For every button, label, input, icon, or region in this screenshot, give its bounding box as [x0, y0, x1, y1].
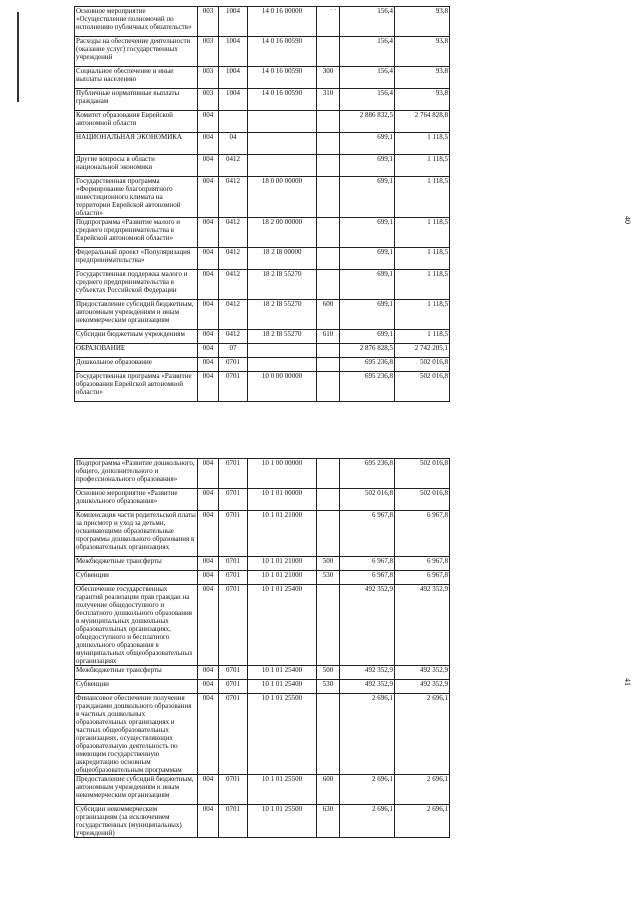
cell-v1: 699,1: [340, 133, 395, 155]
table-row: [75, 300, 450, 330]
budget-table-right: [74, 458, 450, 838]
cell-v2: 1 118,5: [395, 218, 450, 248]
cell-c: 18 2 00 00000: [248, 218, 317, 248]
cell-v1: 695 236,8: [340, 358, 395, 372]
cell-d: [317, 459, 340, 489]
cell-c: 14 0 16 00000: [248, 7, 317, 37]
cell-a: 004: [198, 133, 219, 155]
cell-v1: 492 352,9: [340, 666, 395, 680]
cell-name: Подпрограмма «Развитие малого и среднего предпринимательства в Еврейской автономной области»: [75, 218, 198, 248]
cell-v2: 6 967,8: [395, 571, 450, 585]
cell-v1: 2 876 828,5: [340, 344, 395, 358]
cell-name: Дошкольное образование: [75, 358, 198, 372]
page-number-right: 41: [623, 678, 632, 686]
cell-d: 530: [317, 680, 340, 694]
cell-v1: 492 352,9: [340, 680, 395, 694]
cell-a: 004: [198, 344, 219, 358]
cell-a: 004: [198, 585, 219, 666]
cell-v2: 93,8: [395, 89, 450, 111]
cell-c: [248, 358, 317, 372]
cell-b: 0701: [219, 585, 248, 666]
cell-name: Предоставление субсидий бюджетным, автономным учреждениям и иным некоммерческим организациям: [75, 775, 198, 805]
cell-a: 003: [198, 37, 219, 67]
cell-v2: 492 352,9: [395, 585, 450, 666]
cell-b: 0701: [219, 511, 248, 557]
cell-v2: 6 967,8: [395, 557, 450, 571]
cell-v1: 699,1: [340, 155, 395, 177]
cell-d: [317, 511, 340, 557]
cell-b: 0701: [219, 805, 248, 838]
cell-c: 10 1 01 21000: [248, 557, 317, 571]
table-row: [75, 805, 450, 838]
cell-c: 10 1 01 21000: [248, 571, 317, 585]
cell-b: 0412: [219, 270, 248, 300]
cell-c: [248, 111, 317, 133]
cell-v1: 6 967,8: [340, 571, 395, 585]
cell-b: 0701: [219, 459, 248, 489]
cell-a: 004: [198, 218, 219, 248]
cell-name: Субвенции: [75, 571, 198, 585]
cell-v1: 6 967,8: [340, 557, 395, 571]
table-row: [75, 270, 450, 300]
cell-d: [317, 372, 340, 402]
cell-c: 14 0 16 00590: [248, 89, 317, 111]
cell-c: 10 1 01 25500: [248, 775, 317, 805]
table-row: [75, 133, 450, 155]
cell-name: Субвенции: [75, 680, 198, 694]
cell-a: 003: [198, 67, 219, 89]
cell-b: 0701: [219, 571, 248, 585]
cell-c: 10 1 01 25400: [248, 666, 317, 680]
cell-v1: 2 886 832,5: [340, 111, 395, 133]
cell-c: 10 1 01 25400: [248, 680, 317, 694]
cell-d: [317, 218, 340, 248]
cell-v1: 156,4: [340, 89, 395, 111]
table-row: [75, 111, 450, 133]
cell-v2: 492 352,9: [395, 680, 450, 694]
cell-b: 1004: [219, 67, 248, 89]
cell-name: Государственная поддержка малого и среднего предпринимательства в субъектах Российской Федерации: [75, 270, 198, 300]
cell-a: 004: [198, 358, 219, 372]
cell-v2: 502 016,8: [395, 372, 450, 402]
cell-v2: 492 352,9: [395, 666, 450, 680]
cell-name: Федеральный проект «Популяризация предпринимательства»: [75, 248, 198, 270]
cell-v2: 502 016,8: [395, 358, 450, 372]
cell-b: 0701: [219, 775, 248, 805]
table-row: [75, 585, 450, 666]
cell-v1: 695 236,8: [340, 372, 395, 402]
cell-d: 630: [317, 805, 340, 838]
table-row: [75, 89, 450, 111]
cell-v1: 699,1: [340, 218, 395, 248]
cell-b: 0412: [219, 177, 248, 218]
cell-a: 004: [198, 511, 219, 557]
cell-v2: 2 696,1: [395, 694, 450, 775]
cell-name: Субсидии бюджетным учреждениям: [75, 330, 198, 344]
cell-v2: 2 696,1: [395, 775, 450, 805]
cell-a: 004: [198, 111, 219, 133]
cell-v1: 699,1: [340, 330, 395, 344]
cell-c: 10 1 01 00000: [248, 489, 317, 511]
cell-name: Предоставление субсидий бюджетным, автономным учреждениям и иным некоммерческим организациям: [75, 300, 198, 330]
cell-name: Межбюджетные трансферты: [75, 557, 198, 571]
cell-v2: 1 118,5: [395, 133, 450, 155]
cell-v1: 156,4: [340, 67, 395, 89]
cell-name: ОБРАЗОВАНИЕ: [75, 344, 198, 358]
cell-d: 500: [317, 557, 340, 571]
cell-b: 0412: [219, 248, 248, 270]
cell-v2: 2 742 205,1: [395, 344, 450, 358]
cell-name: Другие вопросы в области национальной экономики: [75, 155, 198, 177]
cell-a: 004: [198, 372, 219, 402]
cell-name: Публичные нормативные выплаты гражданам: [75, 89, 198, 111]
cell-b: 0412: [219, 330, 248, 344]
cell-b: 1004: [219, 37, 248, 67]
table-row: [75, 511, 450, 557]
cell-c: 10 1 00 00000: [248, 459, 317, 489]
cell-name: Субсидии некоммерческим организациям (за исключением государственных (муниципальных) учреждений): [75, 805, 198, 838]
cell-name: Подпрограмма «Развитие дошкольного, общего, дополнительного и профессионального образования»: [75, 459, 198, 489]
table-row: [75, 459, 450, 489]
cell-c: [248, 155, 317, 177]
table-row: [75, 218, 450, 248]
cell-v2: 502 016,8: [395, 459, 450, 489]
cell-a: 004: [198, 459, 219, 489]
cell-v2: 93,8: [395, 37, 450, 67]
cell-a: 004: [198, 805, 219, 838]
cell-name: Межбюджетные трансферты: [75, 666, 198, 680]
cell-v1: 6 967,8: [340, 511, 395, 557]
cell-a: 004: [198, 300, 219, 330]
table-row: [75, 557, 450, 571]
cell-c: 14 0 16 00590: [248, 37, 317, 67]
cell-d: 600: [317, 300, 340, 330]
cell-d: 600: [317, 775, 340, 805]
cell-a: 004: [198, 330, 219, 344]
cell-d: [317, 133, 340, 155]
cell-name: Компенсация части родительской платы за присмотр и уход за детьми, осваивающими образовательные программы дошкольного образования в образовательных организациях: [75, 511, 198, 557]
cell-d: [317, 111, 340, 133]
cell-a: 003: [198, 7, 219, 37]
cell-b: 0701: [219, 666, 248, 680]
cell-b: 0412: [219, 155, 248, 177]
cell-a: 004: [198, 694, 219, 775]
header-dots: · · ·: [330, 6, 341, 14]
cell-b: 0701: [219, 489, 248, 511]
cell-b: 0701: [219, 372, 248, 402]
cell-c: 18 2 I8 55270: [248, 330, 317, 344]
cell-name: Обеспечение государственных гарантий реализации прав граждан на получение общедоступного и бесплатного дошкольного образования в муниципальных дошкольных образовательных организациях, общедоступного и бесплатного дошкольного образования в муниципальных общеобразовательных организациях: [75, 585, 198, 666]
cell-c: 10 1 01 21000: [248, 511, 317, 557]
cell-b: 0701: [219, 680, 248, 694]
table-row: [75, 7, 450, 37]
cell-d: [317, 585, 340, 666]
cell-b: 0412: [219, 218, 248, 248]
table-row: [75, 489, 450, 511]
right-page: [0, 458, 640, 898]
cell-v1: 699,1: [340, 300, 395, 330]
cell-v2: 1 118,5: [395, 270, 450, 300]
cell-d: [317, 177, 340, 218]
table-row: [75, 344, 450, 358]
cell-v1: 156,4: [340, 7, 395, 37]
cell-c: 14 0 16 00590: [248, 67, 317, 89]
cell-v1: 492 352,9: [340, 585, 395, 666]
table-row: [75, 358, 450, 372]
left-page: [0, 6, 640, 446]
cell-v1: 2 696,1: [340, 805, 395, 838]
cell-d: [317, 344, 340, 358]
cell-name: Расходы на обеспечение деятельности (оказание услуг) государственных учреждений: [75, 37, 198, 67]
page-number-left: 40: [623, 216, 632, 224]
cell-a: 004: [198, 155, 219, 177]
cell-v1: 699,1: [340, 248, 395, 270]
cell-v1: 695 236,8: [340, 459, 395, 489]
cell-name: НАЦИОНАЛЬНАЯ ЭКОНОМИКА: [75, 133, 198, 155]
cell-b: 07: [219, 344, 248, 358]
cell-name: Комитет образования Еврейской автономной области: [75, 111, 198, 133]
cell-v1: 699,1: [340, 270, 395, 300]
cell-c: 18 2 I8 00000: [248, 248, 317, 270]
cell-c: 10 1 01 25500: [248, 805, 317, 838]
table-row: [75, 330, 450, 344]
cell-a: 003: [198, 89, 219, 111]
cell-b: 04: [219, 133, 248, 155]
table-row: [75, 571, 450, 585]
cell-d: [317, 248, 340, 270]
cell-a: 004: [198, 775, 219, 805]
cell-v2: 2 764 828,8: [395, 111, 450, 133]
cell-d: 610: [317, 330, 340, 344]
cell-name: Основное мероприятие «Осуществление полномочий по исполнению публичных обязательств»: [75, 7, 198, 37]
cell-b: 1004: [219, 89, 248, 111]
cell-v2: 93,8: [395, 7, 450, 37]
cell-name: Финансовое обеспечение получения гражданами дошкольного образования в частных дошкольных образовательных организациях и частных общеобразовательных организациях, осуществляющих образовательную деятельность по имеющим государственную аккредитацию основным общеобразовательным программам: [75, 694, 198, 775]
cell-d: [317, 270, 340, 300]
cell-name: Социальное обеспечение и иные выплаты населению: [75, 67, 198, 89]
table-row: [75, 666, 450, 680]
table-row: [75, 177, 450, 218]
cell-b: 0701: [219, 557, 248, 571]
cell-name: Государственная программа «Формирование благоприятного инвестиционного климата на территории Еврейской автономной области»: [75, 177, 198, 218]
cell-c: 10 1 01 25400: [248, 585, 317, 666]
cell-d: 500: [317, 666, 340, 680]
cell-a: 004: [198, 248, 219, 270]
cell-v1: 2 696,1: [340, 694, 395, 775]
cell-c: 10 0 00 00000: [248, 372, 317, 402]
budget-table-left: [74, 6, 450, 402]
cell-v2: 1 118,5: [395, 300, 450, 330]
cell-d: [317, 37, 340, 67]
cell-c: 18 2 I8 55270: [248, 300, 317, 330]
cell-c: 18 2 I8 55270: [248, 270, 317, 300]
cell-name: Государственная программа «Развитие образования Еврейской автономной области»: [75, 372, 198, 402]
table-row: [75, 67, 450, 89]
cell-a: 004: [198, 666, 219, 680]
cell-d: [317, 489, 340, 511]
cell-v1: 156,4: [340, 37, 395, 67]
cell-v2: 6 967,8: [395, 511, 450, 557]
cell-c: 18 0 00 00000: [248, 177, 317, 218]
cell-d: [317, 155, 340, 177]
cell-a: 004: [198, 680, 219, 694]
table-row: [75, 372, 450, 402]
cell-c: [248, 133, 317, 155]
cell-v1: 699,1: [340, 177, 395, 218]
table-row: [75, 775, 450, 805]
cell-v2: 1 118,5: [395, 330, 450, 344]
cell-v1: 502 016,8: [340, 489, 395, 511]
cell-d: 300: [317, 67, 340, 89]
cell-v2: 93,8: [395, 67, 450, 89]
table-row: [75, 155, 450, 177]
cell-a: 004: [198, 489, 219, 511]
cell-v2: 502 016,8: [395, 489, 450, 511]
cell-v2: 1 118,5: [395, 177, 450, 218]
cell-name: Основное мероприятие «Развитие дошкольного образования»: [75, 489, 198, 511]
cell-d: [317, 694, 340, 775]
cell-d: [317, 358, 340, 372]
table-row: [75, 37, 450, 67]
cell-b: 1004: [219, 7, 248, 37]
cell-d: 310: [317, 89, 340, 111]
table-row: [75, 694, 450, 775]
table-row: [75, 248, 450, 270]
cell-v2: 1 118,5: [395, 155, 450, 177]
cell-b: [219, 111, 248, 133]
cell-v1: 2 696,1: [340, 775, 395, 805]
cell-v2: 2 696,1: [395, 805, 450, 838]
cell-a: 004: [198, 557, 219, 571]
cell-a: 004: [198, 571, 219, 585]
cell-d: [317, 7, 340, 37]
cell-a: 004: [198, 177, 219, 218]
cell-c: [248, 344, 317, 358]
cell-c: 10 1 01 25500: [248, 694, 317, 775]
cell-v2: 1 118,5: [395, 248, 450, 270]
cell-d: 530: [317, 571, 340, 585]
cell-b: 0701: [219, 358, 248, 372]
table-row: [75, 680, 450, 694]
cell-b: 0412: [219, 300, 248, 330]
cell-b: 0701: [219, 694, 248, 775]
cell-a: 004: [198, 270, 219, 300]
